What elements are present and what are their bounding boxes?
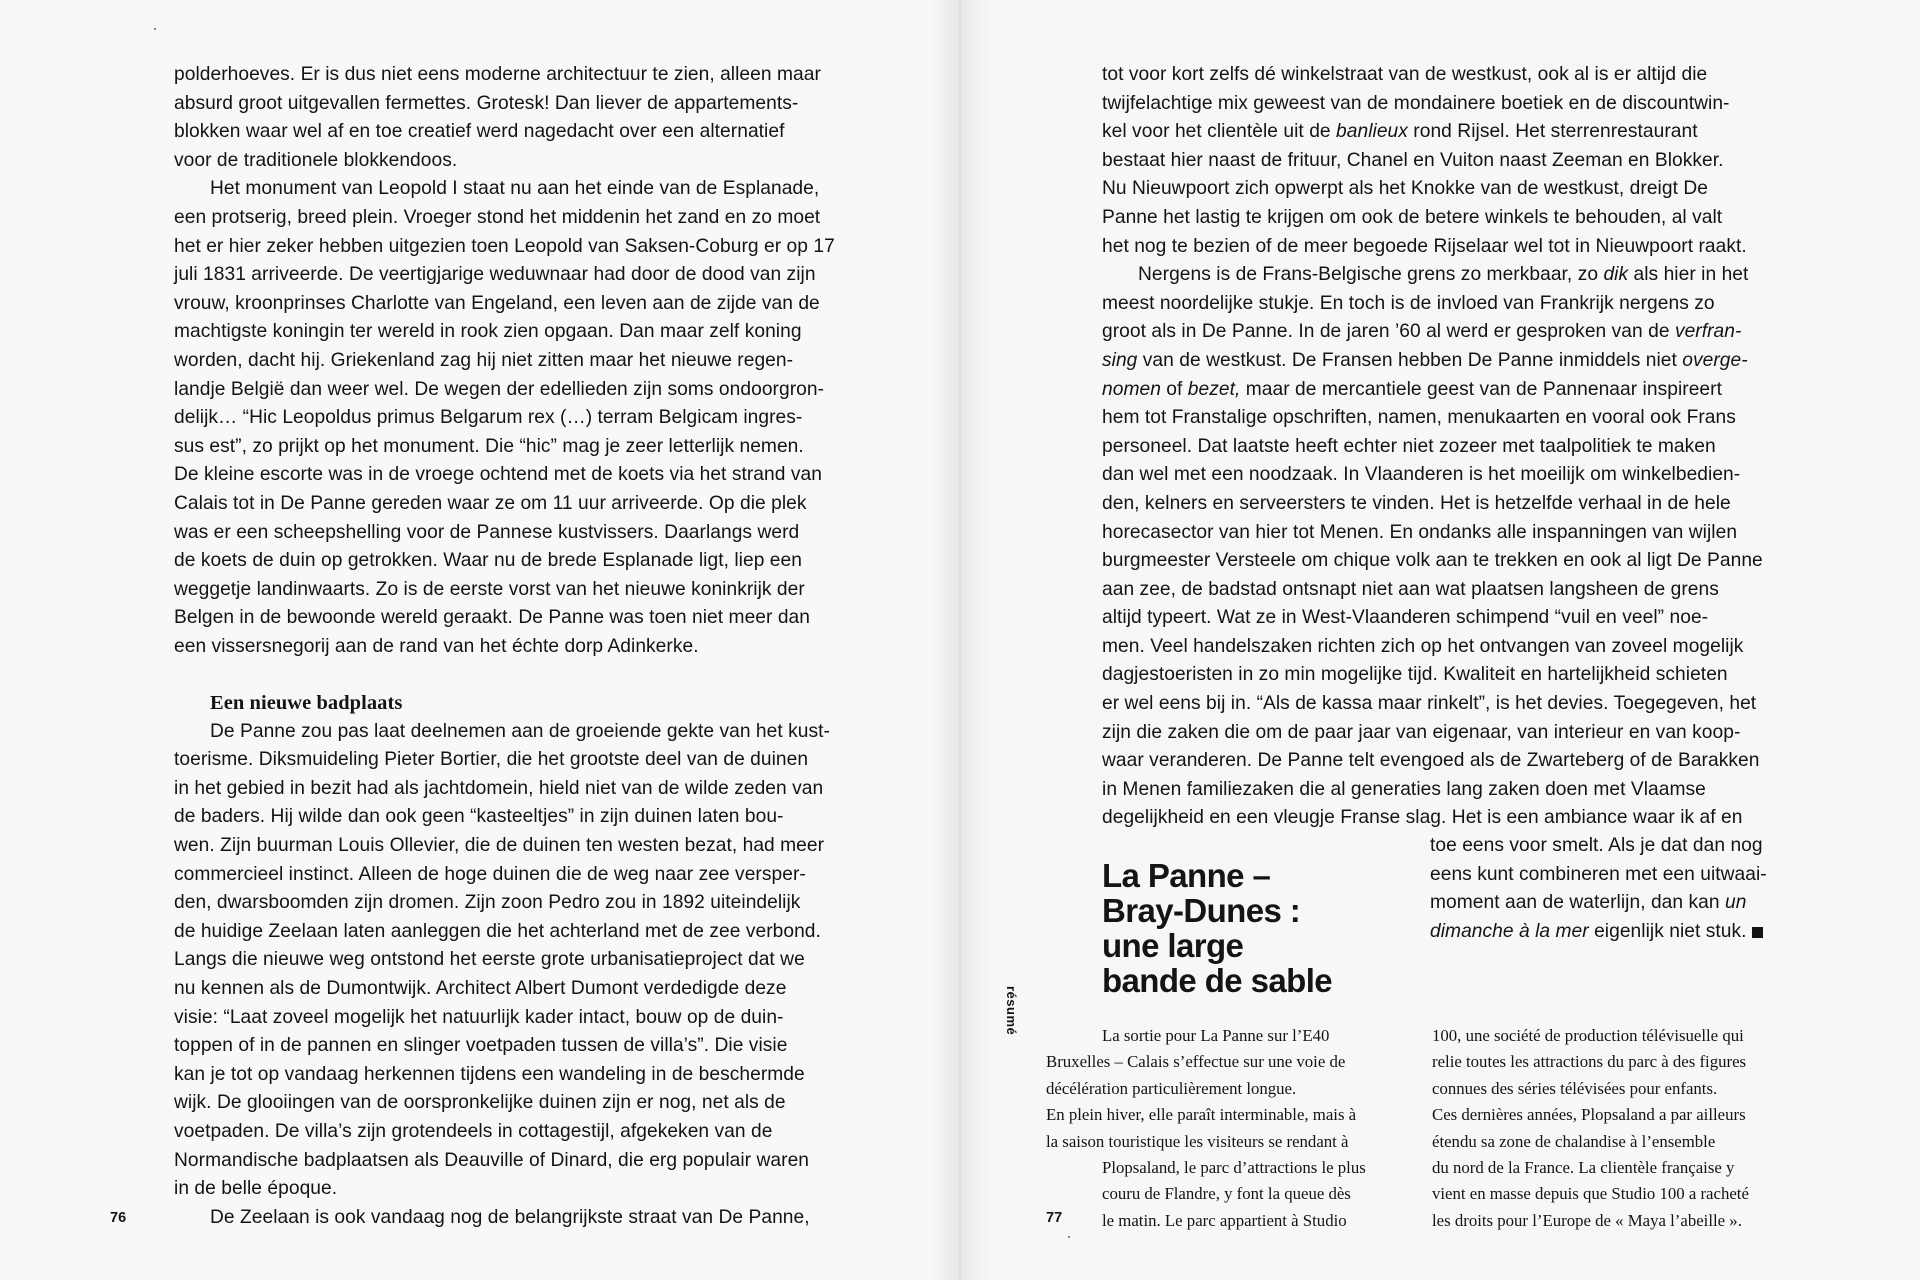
text-line: kan je tot op vandaag herkennen tijdens een wandeling in de beschermde: [174, 1063, 805, 1085]
text-line: Calais tot in De Panne gereden waar ze om 11 uur arriveerde. Op die plek: [174, 492, 807, 514]
text-line: Langs die nieuwe weg ontstond het eerste grote urbanisatieproject dat we: [174, 949, 805, 971]
right-page-tail: [1430, 832, 1767, 946]
text-line: le matin. Le parc appartient à Studio: [1102, 1210, 1347, 1230]
text-line: Panne het lastig te krijgen om ook de betere winkels te behouden, al valt: [1102, 206, 1723, 228]
italic-text: un: [1724, 892, 1747, 914]
headline-line: Bray-Dunes :: [1102, 892, 1301, 929]
text-line: Belgen in de bewoonde wereld geraakt. De Panne was toen niet meer dan: [174, 607, 810, 629]
book-gutter: [930, 0, 990, 1280]
text-line: zijn die zaken die om de paar jaar van eigenaar, van interieur en van koop-: [1102, 721, 1741, 743]
text-line: een protserig, breed plein. Vroeger stond het middenin het zand en zo moet: [174, 206, 821, 228]
text-line: de koets de duin op getrokken. Waar nu de brede Esplanade ligt, liep een: [174, 550, 802, 572]
left-page-body: [174, 61, 835, 661]
text-line: [1102, 318, 1763, 347]
resume-column-left: [1046, 1023, 1366, 1234]
resume-label: résumé: [1004, 986, 1019, 1036]
text-span: als hier in het: [1628, 264, 1749, 286]
italic-text: sing: [1102, 349, 1138, 371]
text-line: Bruxelles – Calais s’effectue sur une voie de: [1046, 1052, 1346, 1072]
text-line: couru de Flandre, y font la queue dès: [1102, 1184, 1351, 1204]
text-line: weggetje landinwaarts. Zo is de eerste vorst van het nieuwe koninkrijk der: [174, 578, 805, 600]
text-line: men. Veel handelszaken richten zich op het ontvangen van zoveel mogelijk: [1102, 635, 1744, 657]
text-line: eens kunt combineren met een uitwaai-: [1430, 863, 1767, 885]
text-line: den, kelners en serveersters te vinden. Het is hetzelfde verhaal in de hele: [1102, 492, 1731, 514]
text-line: Normandische badplaatsen als Deauville of Dinard, die erg populair waren: [174, 1149, 810, 1171]
text-line: absurd groot uitgevallen fermettes. Grotesk! Dan liever de appartements-: [174, 92, 799, 114]
text-line: nu kennen als de Dumontwijk. Architect Albert Dumont verdedigde deze: [174, 977, 787, 999]
text-line: [1102, 376, 1763, 405]
text-line: voor de traditionele blokkendoos.: [174, 149, 458, 171]
text-line: En plein hiver, elle paraît interminable, mais à: [1046, 1105, 1357, 1125]
text-span: of: [1160, 378, 1188, 400]
paper-speck: [154, 28, 156, 30]
headline-line: bande de sable: [1102, 962, 1333, 999]
text-line: 100, une société de production télévisuelle qui: [1432, 1026, 1744, 1045]
text-line: toerisme. Diksmuideling Pieter Bortier, die het grootste deel van de duinen: [174, 749, 809, 771]
text-span: groot als in De Panne. In de jaren ’60 al werd er gesproken van de: [1102, 321, 1675, 343]
text-line: meest noordelijke stukje. En toch is de invloed van Frankrijk nergens zo: [1102, 292, 1715, 314]
text-span: Nergens is de Frans-Belgische grens zo merkbaar, zo: [1138, 264, 1604, 286]
italic-text: verfran-: [1674, 321, 1742, 343]
italic-text: nomen: [1102, 378, 1161, 400]
text-line: was er een scheepshelling voor de Pannese kustvissers. Daarlangs werd: [174, 521, 800, 543]
text-line: vrouw, kroonprinses Charlotte van Engeland, een leven aan de zijde van de: [174, 292, 820, 314]
text-line: tot voor kort zelfs dé winkelstraat van de westkust, ook al is er altijd die: [1102, 64, 1708, 85]
text-line: De Zeelaan is ook vandaag nog de belangrijkste straat van De Panne,: [210, 1206, 810, 1228]
text-line: worden, dacht hij. Griekenland zag hij niet zitten maar het nieuwe regen-: [174, 349, 794, 371]
italic-text: dimanche à la mer: [1430, 920, 1589, 942]
text-line: voetpaden. De villa’s zijn grotendeels in cottagestijl, afgekeken van de: [174, 1120, 773, 1142]
text-line: wijk. De glooiingen van de oorspronkelijke duinen zijn er nog, net als de: [174, 1092, 786, 1114]
text-line: du nord de la France. La clientèle française y: [1432, 1157, 1735, 1177]
text-line: de huidige Zeelaan laten aanleggen die het achterland met de zee verbond.: [174, 920, 821, 942]
text-line: juli 1831 arriveerde. De veertigjarige weduwnaar had door de dood van zijn: [174, 264, 816, 286]
text-line: het er hier zeker hebben uitgezien toen Leopold van Saksen-Coburg er op 17: [174, 235, 835, 257]
text-line: Nu Nieuwpoort zich opwerpt als het Knokke van de westkust, dreigt De: [1102, 178, 1708, 200]
text-line: vient en masse depuis que Studio 100 a racheté: [1432, 1184, 1749, 1204]
text-line: De kleine escorte was in de vroege ochtend met de koets via het strand van: [174, 464, 822, 486]
text-line: [1430, 918, 1767, 947]
text-line: Plopsaland, le parc d’attractions le plus: [1102, 1157, 1366, 1177]
text-line: in het gebied in bezit had als jachtdomein, hield niet van de wilde zeden van: [174, 777, 824, 799]
text-line: polderhoeves. Er is dus niet eens moderne architectuur te zien, alleen maar: [174, 64, 821, 85]
text-span: maar de mercantiele geest van de Pannenaar inspireert: [1240, 378, 1722, 400]
headline-line: une large: [1102, 927, 1244, 964]
text-line: Het monument van Leopold I staat nu aan het einde van de Esplanade,: [210, 178, 820, 200]
text-line: visie: “Laat zoveel mogelijk het natuurlijk kader intact, bouw op de duin-: [174, 1006, 784, 1028]
page-number-left: 76: [110, 1210, 127, 1226]
text-span: eigenlijk niet stuk.: [1588, 920, 1747, 942]
italic-text: banlieux: [1336, 121, 1408, 143]
section-subheading: Een nieuwe badplaats: [210, 692, 403, 714]
text-line: burgmeester Versteele om chique volk aan te trekken en ook al ligt De Panne: [1102, 550, 1763, 572]
text-line: de baders. Hij wilde dan ook geen “kasteeltjes” in zijn duinen laten bou-: [174, 806, 784, 828]
text-line: degelijkheid en een vleugje Franse slag. Het is een ambiance waar ik af en: [1102, 807, 1743, 829]
resume-headline: [1102, 858, 1332, 998]
text-line: dan wel met een noodzaak. In Vlaanderen is het moeilijk om winkelbedien-: [1102, 464, 1741, 486]
text-line: [1430, 889, 1767, 918]
text-line: aan zee, de badstad ontsnapt niet aan wat plaatsen langsheen de grens: [1102, 578, 1719, 600]
text-line: étendu sa zone de chalandise à l’ensemble: [1432, 1131, 1716, 1151]
text-line: De Panne zou pas laat deelnemen aan de groeiende gekte van het kust-: [210, 720, 830, 742]
text-line: blokken waar wel af en toe creatief werd nagedacht over een alternatief: [174, 121, 785, 143]
text-line: [1102, 347, 1763, 376]
paper-speck: [1068, 1236, 1070, 1238]
headline-line: La Panne –: [1102, 857, 1271, 894]
text-line: er wel eens bij in. “Als de kassa maar rinkelt”, is het devies. Toegegeven, het: [1102, 693, 1757, 715]
text-line: la saison touristique les visiteurs se rendant à: [1046, 1131, 1349, 1151]
text-line: commercieel instinct. Alleen de hoge duinen die de weg naar zee versper-: [174, 863, 806, 885]
text-line: sus est”, zo prijkt op het monument. Die “hic” mag je zeer letterlijk nemen.: [174, 435, 804, 457]
text-line: den, dwarsboomden zijn dromen. Zijn zoon Pedro zou in 1892 uiteindelijk: [174, 892, 801, 914]
text-line: delijk… “Hic Leopoldus primus Belgarum rex (…) terram Belgicam ingres-: [174, 407, 803, 429]
text-line: toppen of in de pannen en slinger voetpaden tussen de villa’s”. Die visie: [174, 1035, 788, 1057]
text-line: connues des séries télévisées pour enfants.: [1432, 1078, 1718, 1098]
text-span: rond Rijsel. Het sterrenrestaurant: [1407, 121, 1698, 143]
italic-text: overge-: [1682, 349, 1748, 371]
text-line: [1102, 118, 1763, 147]
left-page-section: [174, 689, 830, 1232]
text-line: in Menen familiezaken die al generaties lang zaken doen met Vlaamse: [1102, 778, 1706, 800]
text-line: machtigste koningin ter wereld in rook zien opgaan. Dan maar zelf koning: [174, 321, 802, 343]
text-span: moment aan de waterlijn, dan kan: [1430, 892, 1725, 914]
text-line: landje België dan weer wel. De wegen der edellieden zijn soms ondoorgron-: [174, 378, 825, 400]
resume-column-right: [1432, 1023, 1749, 1234]
page-number-right: 77: [1046, 1210, 1063, 1226]
text-line: bestaat hier naast de frituur, Chanel en Vuiton naast Zeeman en Blokker.: [1102, 149, 1724, 171]
text-line: wen. Zijn buurman Louis Ollevier, die de duinen ten westen bezat, had meer: [174, 834, 825, 856]
right-page-body: [1102, 61, 1763, 833]
text-line: het nog te bezien of de meer begoede Rijselaar wel tot in Nieuwpoort raakt.: [1102, 235, 1747, 257]
text-span: kel voor het clientèle uit de: [1102, 121, 1337, 143]
text-line: personeel. Dat laatste heeft echter niet zozeer met taalpolitiek te maken: [1102, 435, 1716, 457]
italic-text: bezet,: [1187, 378, 1241, 400]
text-line: les droits pour l’Europe de « Maya l’abeille ».: [1432, 1210, 1742, 1230]
text-line: hem tot Franstalige opschriften, namen, menukaarten en vooral ook Frans: [1102, 407, 1736, 429]
text-line: horecasector van hier tot Menen. En ondanks alle inspanningen van wijlen: [1102, 521, 1738, 543]
text-line: altijd typeert. Wat ze in West-Vlaanderen schimpend “vuil en veel” noe-: [1102, 607, 1709, 629]
text-line: dagjestoeristen in zo min mogelijke tijd. Kwaliteit en hartelijkheid schieten: [1102, 664, 1728, 686]
italic-text: dik: [1603, 264, 1629, 286]
text-line: een vissersnegorij aan de rand van het échte dorp Adinkerke.: [174, 635, 699, 657]
text-line: toe eens voor smelt. Als je dat dan nog: [1430, 835, 1763, 856]
text-line: Ces dernières années, Plopsaland a par ailleurs: [1432, 1105, 1746, 1125]
text-line: décélération particulièrement longue.: [1046, 1078, 1297, 1098]
text-line: La sortie pour La Panne sur l’E40: [1102, 1026, 1330, 1045]
text-span: van de westkust. De Fransen hebben De Panne inmiddels niet: [1137, 349, 1683, 371]
text-line: waar veranderen. De Panne telt evengoed als de Zwarteberg of de Barakken: [1102, 750, 1760, 772]
text-line: twijfelachtige mix geweest van de mondainere boetiek en de discountwin-: [1102, 92, 1730, 114]
end-mark-icon: [1752, 927, 1763, 938]
text-line: in de belle époque.: [174, 1178, 338, 1200]
text-line: relie toutes les attractions du parc à des figures: [1432, 1052, 1747, 1072]
text-line: [1102, 261, 1763, 290]
